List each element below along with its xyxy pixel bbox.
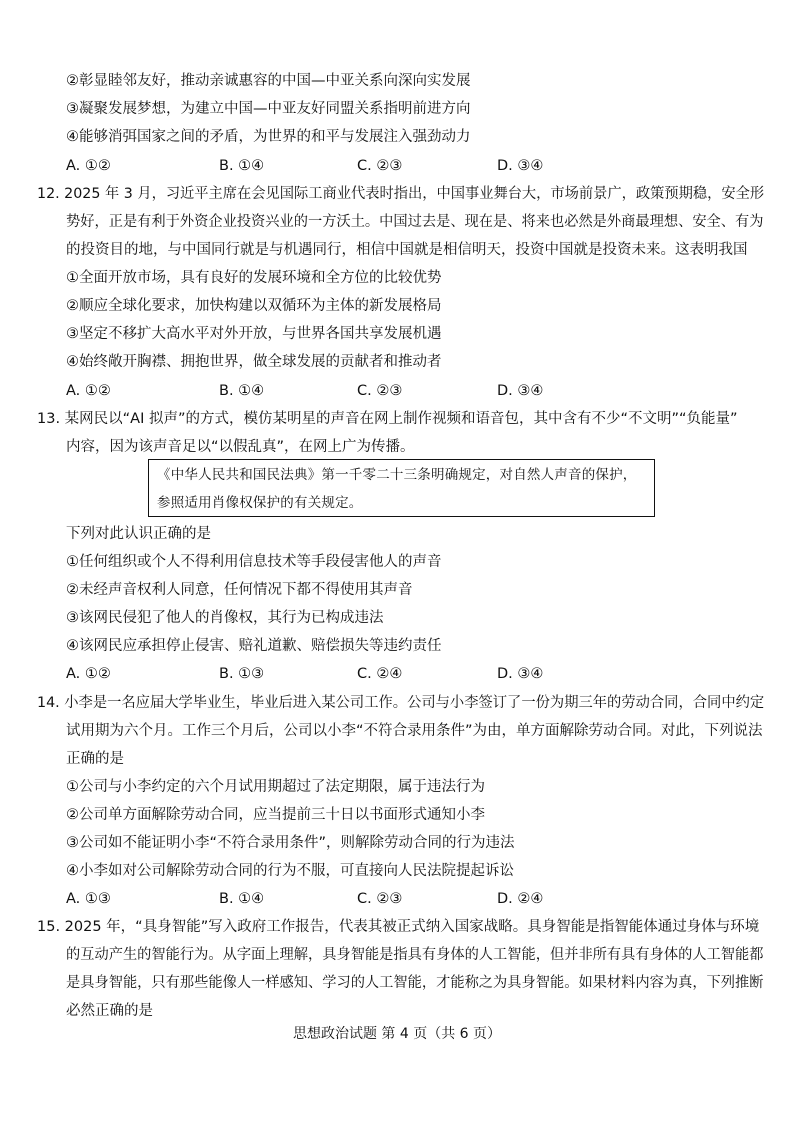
q12-statement-1: ①全面开放市场，具有良好的发展环境和全方位的比较优势 — [66, 270, 442, 286]
q13-quote-line-2: 参照适用肖像权保护的有关规定。 — [157, 495, 363, 511]
q14-option-b: B. ①④ — [219, 891, 265, 907]
q14-statement-4: ④小李如对公司解除劳动合同的行为不服，可直接向人民法院提起诉讼 — [66, 863, 514, 879]
q14-stem-line-1: 14. 小李是一名应届大学毕业生，毕业后进入某公司工作。公司与小李签订了一份为期三年的劳动合同，合同中约定 — [37, 695, 765, 711]
q13-option-c: C. ②④ — [357, 666, 403, 682]
q11-option-b: B. ①④ — [219, 158, 265, 174]
q13-stem-line-2: 内容，因为该声音足以“以假乱真”，在网上广为传播。 — [66, 439, 415, 455]
q13-option-d: D. ③④ — [497, 666, 544, 682]
q13-question: 下列对此认识正确的是 — [66, 526, 211, 542]
q13-stem-line-1: 13. 某网民以“AI 拟声”的方式，模仿某明星的声音在网上制作视频和语音包，其中含有不少“不文明”“负能量” — [37, 411, 738, 427]
q13-option-a: A. ①② — [66, 666, 111, 682]
q12-statement-4: ④始终敞开胸襟、拥抱世界，做全球发展的贡献者和推动者 — [66, 354, 442, 370]
q14-stem-line-2: 试用期为六个月。工作三个月后，公司以小李“不符合录用条件”为由，单方面解除劳动合同。对此，下列说法 — [66, 723, 763, 739]
q12-statement-2: ②顺应全球化要求，加快构建以双循环为主体的新发展格局 — [66, 298, 442, 314]
q14-option-c: C. ②③ — [357, 891, 403, 907]
q14-statement-3: ③公司如不能证明小李“不符合录用条件”，则解除劳动合同的行为违法 — [66, 835, 515, 851]
q13-statement-1: ①任何组织或个人不得利用信息技术等手段侵害他人的声音 — [66, 554, 442, 570]
q11-option-d: D. ③④ — [497, 158, 544, 174]
q15-stem-line-2: 的互动产生的智能行为。从字面上理解，具身智能是指具有身体的人工智能，但并非所有具有身体的人工智能都 — [66, 947, 764, 963]
q11-statement-3: ③凝聚发展梦想，为建立中国—中亚友好同盟关系指明前进方向 — [66, 101, 471, 117]
q11-statement-2: ②彰显睦邻友好，推动亲诚惠容的中国—中亚关系向深向实发展 — [66, 73, 471, 89]
q14-statement-1: ①公司与小李约定的六个月试用期超过了法定期限，属于违法行为 — [66, 779, 485, 795]
q12-option-c: C. ②③ — [357, 383, 403, 399]
q12-option-a: A. ①② — [66, 383, 111, 399]
q12-stem-line-3: 的投资目的地，与中国同行就是与机遇同行，相信中国就是相信明天，投资中国就是投资未来。这表明我国 — [66, 242, 748, 258]
page-footer: 思想政治试题 第 4 页（共 6 页） — [292, 1026, 502, 1042]
q12-stem-line-1: 12. 2025 年 3 月，习近平主席在会见国际工商业代表时指出，中国事业舞台大，市场前景广，政策预期稳，安全形 — [37, 186, 765, 202]
q14-stem-line-3: 正确的是 — [66, 751, 124, 767]
q13-statement-2: ②未经声音权利人同意，任何情况下都不得使用其声音 — [66, 582, 413, 598]
q11-statement-4: ④能够消弭国家之间的矛盾，为世界的和平与发展注入强劲动力 — [66, 129, 471, 145]
q13-quote-box — [148, 459, 655, 517]
q15-stem-line-1: 15. 2025 年，“具身智能”写入政府工作报告，代表其被正式纳入国家战略。具身智能是指智能体通过身体与环境 — [37, 919, 760, 935]
q13-option-b: B. ①③ — [219, 666, 265, 682]
q14-option-a: A. ①③ — [66, 891, 111, 907]
q13-statement-4: ④该网民应承担停止侵害、赔礼道歉、赔偿损失等违约责任 — [66, 638, 442, 654]
q11-option-a: A. ①② — [66, 158, 111, 174]
q14-option-d: D. ②④ — [497, 891, 544, 907]
q12-statement-3: ③坚定不移扩大高水平对外开放，与世界各国共享发展机遇 — [66, 326, 442, 342]
q14-statement-2: ②公司单方面解除劳动合同，应当提前三十日以书面形式通知小李 — [66, 807, 485, 823]
q12-stem-line-2: 势好，正是有利于外资企业投资兴业的一方沃土。中国过去是、现在是、将来也必然是外商最理想、安全、有为 — [66, 214, 764, 230]
q11-option-c: C. ②③ — [357, 158, 403, 174]
q13-quote-line-1: 《中华人民共和国民法典》第一千零二十三条明确规定，对自然人声音的保护， — [157, 467, 637, 483]
q15-stem-line-4: 必然正确的是 — [66, 1003, 153, 1019]
q15-stem-line-3: 是具身智能，只有那些能像人一样感知、学习的人工智能，才能称之为具身智能。如果材料内容为真，下列推断 — [66, 975, 764, 991]
q13-statement-3: ③该网民侵犯了他人的肖像权，其行为已构成违法 — [66, 610, 384, 626]
q12-option-b: B. ①④ — [219, 383, 265, 399]
q12-option-d: D. ③④ — [497, 383, 544, 399]
